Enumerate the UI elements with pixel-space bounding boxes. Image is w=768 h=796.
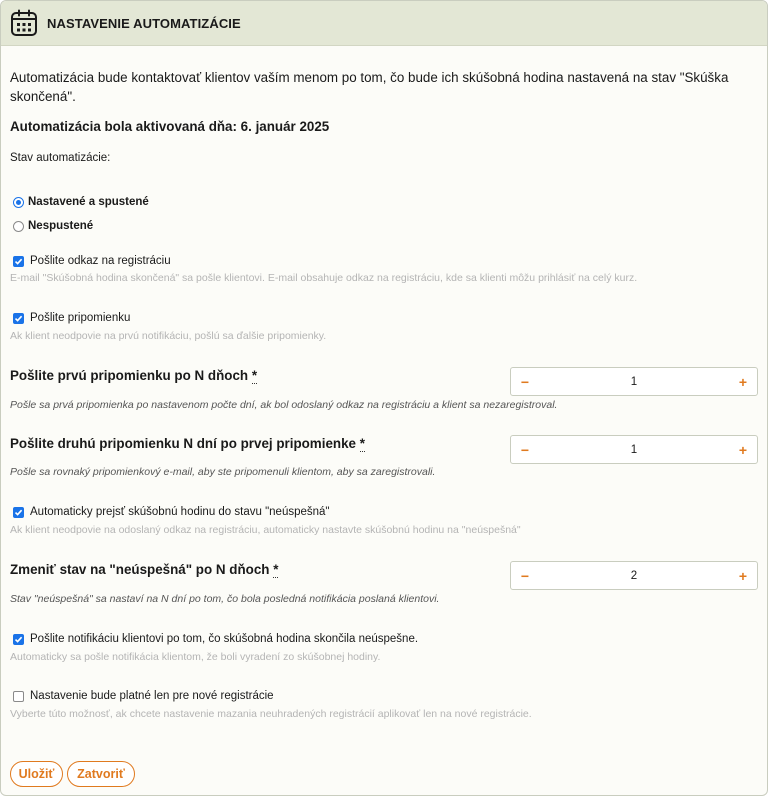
send-reminder-checkbox[interactable] [13,313,24,324]
radio-running-label: Nastavené a spustené [28,196,149,208]
panel-title: NASTAVENIE AUTOMATIZÁCIE [47,15,241,31]
send-reminder-checkbox-row[interactable] [13,312,130,324]
notify-fail-label: Pošlite notifikáciu klientovi po tom, čo skúšobná hodina skončila neúspešne. [30,633,419,645]
first-reminder-label [10,368,257,383]
check-icon [14,508,23,517]
second-reminder-label [10,436,365,451]
new-only-label: Nastavenie bude platné len pre nové registrácie [30,690,274,702]
decrement-button[interactable]: − [520,567,530,584]
panel-header [1,1,767,46]
first-reminder-hint: Pošle sa prvá pripomienka po nastavenom počte dní, ak bol odoslaný odkaz na registráciu a klient sa nezaregistroval. [10,399,558,411]
required-marker: * [251,368,258,383]
fail-days-stepper[interactable] [510,561,758,590]
first-reminder-label-text: Pošlite prvú pripomienku po N dňoch [10,368,249,383]
decrement-button[interactable]: − [520,373,530,390]
close-button[interactable]: Zatvoriť [67,761,135,787]
check-icon [14,314,23,323]
send-link-label: Pošlite odkaz na registráciu [30,255,171,267]
decrement-button[interactable]: − [520,441,530,458]
check-icon [14,635,23,644]
send-link-checkbox-row[interactable] [13,255,171,267]
radio-button-checked[interactable] [13,197,24,208]
auto-fail-checkbox[interactable] [13,507,24,518]
required-marker: * [359,436,365,451]
send-reminder-label: Pošlite pripomienku [30,312,131,324]
first-reminder-value[interactable]: 1 [630,375,638,388]
auto-fail-label: Automaticky prejsť skúšobnú hodinu do stavu "neúspešná" [30,506,330,518]
fail-days-label-text: Zmeniť stav na "neúspešná" po N dňoch [10,562,270,577]
notify-fail-checkbox-row[interactable] [13,633,418,645]
send-reminder-hint: Ak klient neodpovie na prvú notifikáciu, pošlú sa ďalšie pripomienky. [10,330,327,342]
increment-button[interactable]: + [738,567,748,584]
status-label: Stav automatizácie: [10,152,111,164]
notify-fail-hint: Automaticky sa pošle notifikácia klientom, že boli vyradení zo skúšobnej hodiny. [10,651,381,663]
radio-not-running[interactable] [13,220,93,232]
fail-days-hint: Stav "neúspešná" sa nastaví na N dní po tom, čo bola posledná notifikácia poslaná klientovi. [10,593,440,605]
activation-date: Automatizácia bola aktivovaná dňa: 6. január 2025 [10,119,330,134]
required-marker: * [273,562,279,577]
second-reminder-hint: Pošle sa rovnaký pripomienkový e-mail, aby ste pripomenuli klientom, aby sa zaregistrovali. [10,466,436,478]
first-reminder-stepper[interactable] [510,367,758,396]
second-reminder-stepper[interactable] [510,435,758,464]
second-reminder-value[interactable]: 1 [630,443,638,456]
fail-days-label [10,562,278,577]
new-only-checkbox[interactable] [13,691,24,702]
radio-not-running-label: Nespustené [28,220,94,232]
notify-fail-checkbox[interactable] [13,634,24,645]
increment-button[interactable]: + [738,373,748,390]
second-reminder-label-text: Pošlite druhú pripomienku N dní po prvej pripomienke [10,436,356,451]
radio-running[interactable] [13,196,149,208]
new-only-hint: Vyberte túto možnosť, ak chcete nastavenie mazania neuhradených registrácií aplikovať len na nové registrácie. [10,708,532,720]
new-only-checkbox-row[interactable] [13,690,274,702]
increment-button[interactable]: + [738,441,748,458]
fail-days-value[interactable]: 2 [630,569,638,582]
intro-text: Automatizácia bude kontaktovať klientov vaším menom po tom, čo bude ich skúšobná hodina nastavená na stav "Skúška skončená". [10,70,729,104]
check-icon [14,257,23,266]
save-button[interactable]: Uložiť [10,761,63,787]
auto-fail-hint: Ak klient neodpovie na odoslaný odkaz na registráciu, automaticky nastavte skúšobnú hodinu na "neúspešná" [10,524,521,536]
send-link-hint: E-mail "Skúšobná hodina skončená" sa pošle klientovi. E-mail obsahuje odkaz na registráciu, kde sa klienti môžu prihlásiť na celý kurz. [10,272,638,284]
send-link-checkbox[interactable] [13,256,24,267]
radio-button-unchecked[interactable] [13,221,24,232]
calendar-icon [10,9,38,37]
auto-fail-checkbox-row[interactable] [13,506,330,518]
